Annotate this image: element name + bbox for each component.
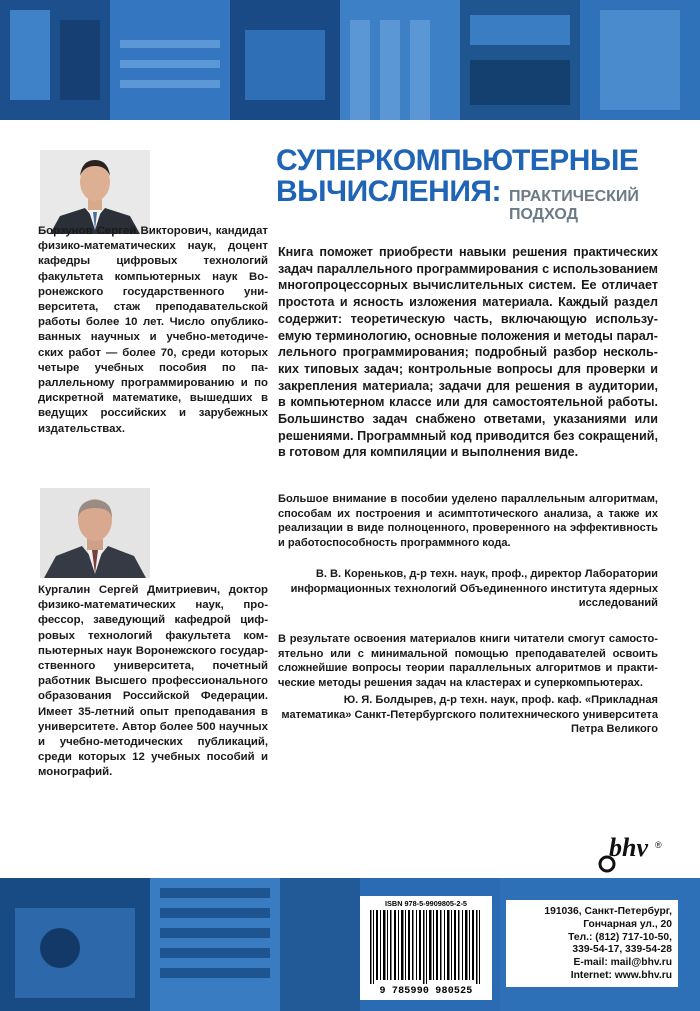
bhv-logo-icon [595, 828, 667, 874]
review-1-signature: В. В. Кореньков, д-р техн. наук, проф., директор Лаборатории информационных технологий Объединенного института ядерных исследований [290, 568, 658, 610]
author-bio-text-2: , доктор физико-математических наук, профессор, заведующий кафедрой цифровых технологий факультета компьютерных наук Воронежского государственного университета, почетный работник Высшего профессионального образования Российской Федерации. Имеет 35-летний опыт преподавания в университете. Автор более 500 научных и учебно-методических публикаций, среди которых 12 учебных пособий и монографий. [38, 584, 268, 779]
publisher-contact [506, 900, 678, 987]
review-2-text: В результате освоения материалов книги читатели смогут самостоятельно или с минимальной помощью преподавателей освоить сложнейшие вопросы теории параллельных алгоритмов и практические методы решения задач на кластерах и суперкомпьютерах. [278, 633, 658, 689]
contact-line-3: Тел.: (812) 717-10-50, [568, 931, 672, 943]
top-photo-collage [0, 0, 700, 120]
portrait-icon [40, 150, 150, 234]
contact-email: E-mail: mail@bhv.ru [573, 957, 672, 969]
contact-website: Internet: www.bhv.ru [570, 969, 672, 981]
author-photo-kurgalin [40, 488, 150, 578]
top-photo-band [0, 0, 700, 120]
author-bio-2 [38, 583, 268, 781]
isbn-box [360, 896, 492, 1000]
author-bio-text-1: , кандидат физико-математических наук, доцент кафедры цифровых технологий факультета компьютерных наук Воронежского государственного университета, стаж преподавательской работы более 10 лет. Число опубликованных научных и учебно-методических работ — более 70, среди которых четыре учебных пособия по параллельному программированию и по дискретной математике, вышедших в ведущих российских и зарубежных издательствах. [38, 225, 268, 435]
barcode-digits: 9 785990 980525 [379, 986, 473, 997]
portrait-icon [40, 488, 150, 578]
author-bio-1 [38, 224, 268, 437]
book-description: Книга поможет приобрести навыки решения практических задач параллельного программирования с использованием многопроцессорных вычислительных систем. Ее отличает простота и ясность изложения материала. Каждый раздел содержит: теоретическую часть, включающую используемую терминологию, основные положения и методы параллельного программирования; подробный разбор нескольких типовых задач; контрольные вопросы для проверки и закрепления материала; задачи для решения в аудитории, в компьютерном классе или для самостоятельной работы. Большинство задач снабжено ответами, указаниями или решениями. Программный код приводится без сокращений, в готовом для компиляции и выполнения виде. [278, 245, 658, 460]
content-panel [0, 120, 700, 878]
book-subtitle [509, 188, 639, 224]
bottom-photo-band [0, 878, 700, 1011]
registered-mark: ® [655, 840, 662, 850]
book-title [276, 146, 676, 224]
subtitle-line-2: ПОДХОД [508, 206, 578, 223]
title-line-1: СУПЕРКОМПЬЮТЕРНЫЕ [276, 144, 639, 177]
review-2-signature: Ю. Я. Болдырев, д-р техн. наук, проф. каф. «Прикладная математика» Санкт-Петербургского политехнического университета Петра Великого [281, 694, 658, 736]
contact-line-2: Гончарная ул., 20 [583, 918, 672, 930]
contact-line-1: 191036, Санкт-Петербург, [544, 906, 672, 917]
author-photo-borzunov [40, 150, 150, 234]
review-1-text: Большое внимание в пособии уделено параллельным алгоритмам, способам их построения и асимптотического анализа, а также их реализации в виде полноценного, проверенного на эффективность и работоспособность программного кода. [278, 493, 658, 549]
author-name-1: Борзунов Сергей Викторович [38, 225, 209, 237]
title-line-2: ВЫЧИСЛЕНИЯ: [276, 175, 501, 208]
isbn-label: ISBN 978-5-9909805-2-5 [385, 899, 467, 908]
contact-line-4: 339-54-17, 339-54-28 [572, 944, 672, 956]
logo-text: bhv [609, 833, 648, 862]
publisher-logo [595, 828, 667, 874]
barcode-icon [368, 910, 484, 984]
subtitle-line-1: ПРАКТИЧЕСКИЙ [508, 188, 639, 205]
author-name-2: Кургалин Сергей Дмитриевич [38, 584, 218, 596]
